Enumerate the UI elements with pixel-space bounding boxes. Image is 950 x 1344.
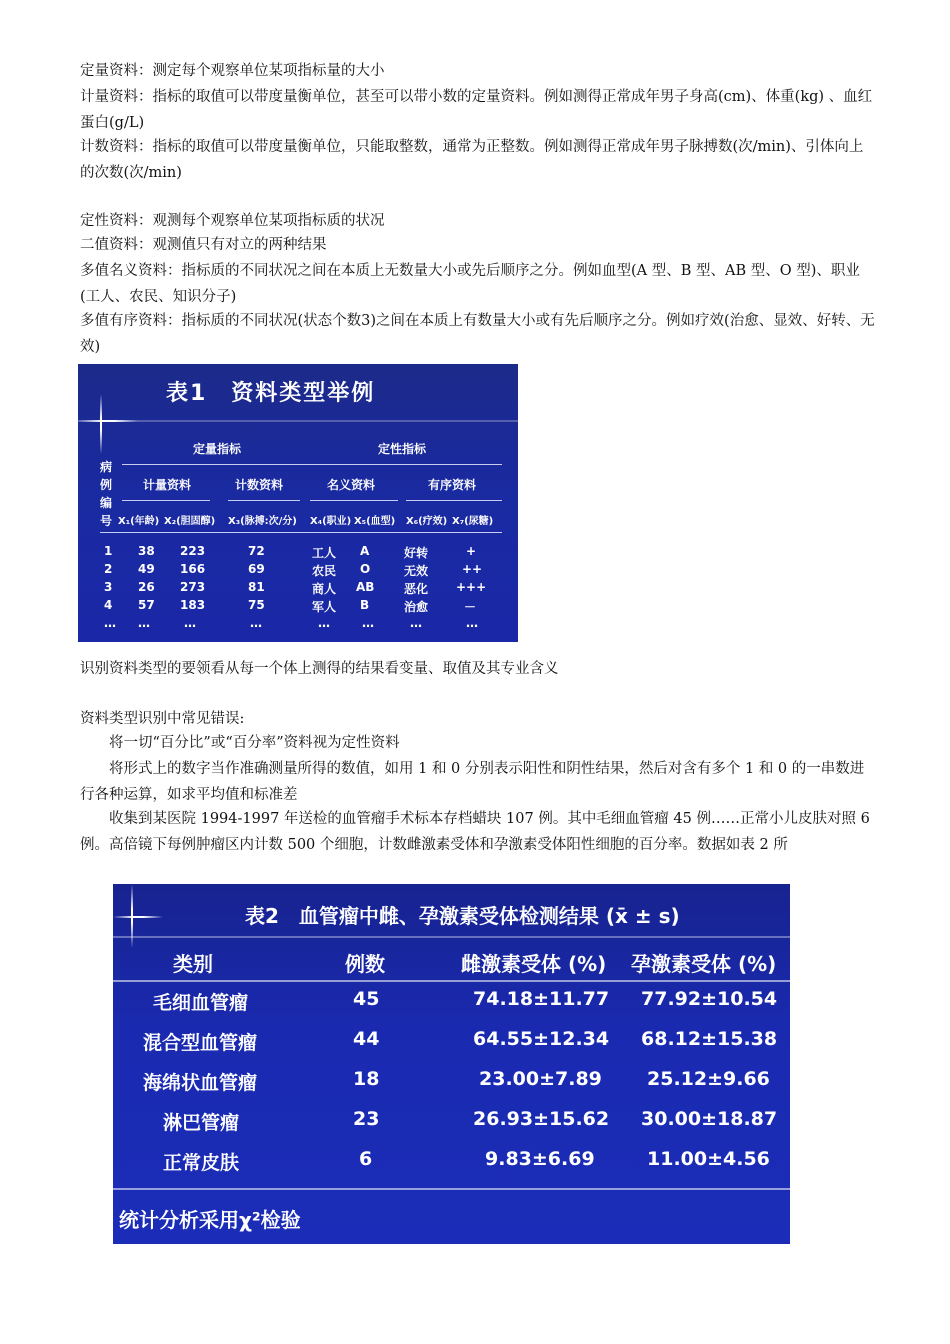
paragraph-ordinal-data: 多值有序资料：指标质的不同状况(状态个数3)之间在本质上有数量大小或有先后顺序之分。例如疗效(治愈、显效、好转、无效) [80,313,875,355]
table1-sub-measurement: 计量资料 [143,478,192,492]
paragraph-hemangioma-example: 收集到某医院 1994-1997 年送检的血管瘤手术标本存档蜡块 107 例。其中毛细血管瘤 45 例……正常小儿皮肤对照 6 例。高倍镜下每例肿瘤区内计数 500 个细胞，计数雌激素受体和孕激素受体阳性细胞的百分率。数据如表 2 所 [80,811,875,853]
paragraph-measurement-data: 计量资料：指标的取值可以带度量衡单位，甚至可以带小数的定量资料。例如测得正常成年男子身高(cm)、体重(kg) 、血红蛋白(g/L) [80,89,873,131]
table2-header-pr: 孕激素受体 (%) [631,952,777,976]
table1-var-x4: X₄(职业) [310,516,352,527]
table1-group-qualitative: 定性指标 [378,442,427,456]
decorative-star-icon [100,394,102,454]
table1-group-quantitative: 定量指标 [193,442,242,456]
table1-sub-count: 计数资料 [235,478,284,492]
decorative-star-icon [131,884,133,948]
table1-sub-ordinal: 有序资料 [428,478,477,492]
table2-title: 表2 血管瘤中雌、孕激素受体检测结果 (x̄ ± s) [245,904,680,928]
table2-slide-image: 表2 血管瘤中雌、孕激素受体检测结果 (x̄ ± s) 类别 例数 雌激素受体 (%) 孕激素受体 (%) 毛细血管瘤 45 74.18±11.77 77.92±10.54 混合型血管瘤 44 64.55±12.34 68.12±15.38 海绵状血管瘤 18 23.00±7.89 25.12±9.66 淋巴管瘤 23 26.93±15.62 30.00±18.87 正常皮肤 6 9.83±6.69 11.00±4.56 统计分析采用χ²检验 [113,884,790,1244]
table1-var-x6: X₆(疗效) [406,516,448,527]
table2-footer-note: 统计分析采用χ²检验 [119,1208,301,1232]
paragraph-nominal-data: 多值名义资料：指标质的不同状况之间在本质上无数量大小或先后顺序之分。例如血型(A 型、B 型、AB 型、O 型)、职业(工人、农民、知识分子) [80,263,860,305]
table1-sub-nominal: 名义资料 [327,478,376,492]
paragraph-quantitative-definition: 定量资料：测定每个观察单位某项指标量的大小 [80,63,385,79]
paragraph-qualitative-definition: 定性资料：观测每个观察单位某项指标质的状况 [80,213,385,229]
paragraph-count-data: 计数资料：指标的取值可以带度量衡单位，只能取整数，通常为正整数。例如测得正常成年男子脉搏数(次/min)、引体向上的次数(次/min) [80,139,864,181]
table1-var-x5: X₅(血型) [354,516,396,527]
table1-title: 表1 资料类型举例 [166,381,376,406]
paragraph-identification-tips: 识别资料类型的要领看从每一个体上测得的结果看变量、取值及其专业含义 [80,661,559,677]
table1-slide-image: 表1 资料类型举例 定量指标 定性指标 病 例 编 号 计量资料 计数资料 名义资料 有序资料 X₁(年龄) X₂(胆固醇) X₃(脉搏:次/分) X₄(职业) X₅(血型) X₆(疗效) X₇(尿糖) 1 38 223 72 工人 A 好转 + 2 49 166 69 农民 O 无效 ++ 3 26 273 81 商人 AB 恶化 +++ 4 57 183 75 军人 B 治愈 － … … … … … … … … [78,364,518,642]
table1-var-x3: X₃(脉搏:次/分) [228,516,297,527]
table1-row-header: 病 例 编 号 [100,460,113,528]
table2-header-er: 雌激素受体 (%) [461,952,607,976]
table2-header-count: 例数 [345,952,385,976]
paragraph-binary-data: 二值资料：观测值只有对立的两种结果 [80,237,327,253]
table1-var-x2: X₂(胆固醇) [164,516,216,527]
decorative-star-icon [113,916,163,918]
table2-header-category: 类别 [173,952,213,976]
paragraph-common-errors-heading: 资料类型识别中常见错误: [80,711,245,727]
paragraph-error-percentage: 将一切“百分比”或“百分率”资料视为定性资料 [109,735,400,751]
table1-var-x7: X₇(尿糖) [452,516,494,527]
paragraph-error-numbers: 将形式上的数字当作准确测量所得的数值，如用 1 和 0 分别表示阳性和阴性结果，然后对含有多个 1 和 0 的一串数进行各种运算，如求平均值和标准差 [80,761,865,803]
table1-var-x1: X₁(年龄) [118,516,160,527]
